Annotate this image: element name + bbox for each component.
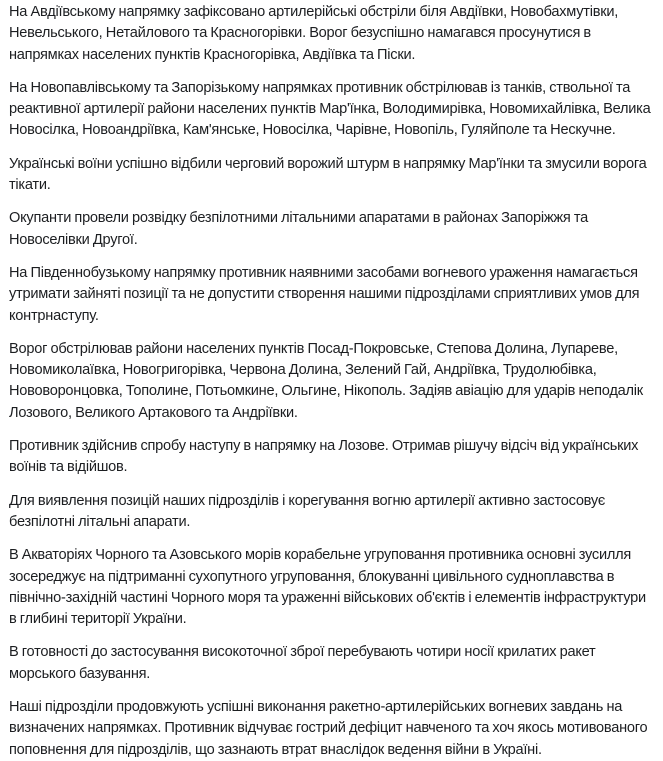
paragraph-pivdennobuzkyi: На Південнобузькому напрямку противник наявними засобами вогневого ураження намагається утримати зайняті позиції та не допустити створення нашими підрозділами сприятливих умов для контрнаступу. xyxy=(9,264,640,324)
paragraph-avdiivka: На Авдіївському напрямку зафіксовано артилерійські обстріли біля Авдіївки, Новобахмутівки, Невельського, Нетайлового та Красногорівки. Ворог безуспішно намагався просунутися в напрямках населених пунктів Красногорівка, Авдіївка та Піски. xyxy=(9,4,619,63)
paragraph-drone-recon: Окупанти провели розвідку безпілотними літальними апаратами в районах Запоріжжя та Новоселівки Другої. xyxy=(9,210,589,248)
paragraph-black-azov-sea: В Акваторіях Чорного та Азовського морів корабельне угруповання противника основні зусилля зосереджує на підтриманні сухопутного угруповання, блокуванні цивільного судноплавства в північно-західній частині Чорного моря та ураженні військових об'єктів і елементів інфраструктури в глибині території України. xyxy=(9,547,646,628)
paragraph-cruise-missiles: В готовності до застосування високоточної зброї перебувають чотири носії крилатих ракет морського базування. xyxy=(9,644,596,682)
paragraph-marinka-assault: Українські воїни успішно відбили черговий ворожий штурм в напрямку Мар'їнки та змусили ворога тікати. xyxy=(9,155,647,194)
paragraph-lozove-attempt: Противник здійснив спробу наступу в напрямку на Лозове. Отримав рішучу відсіч від українських воїнів та відійшов. xyxy=(9,438,639,476)
paragraph-our-units: Наші підрозділи продовжують успішні виконання ракетно-артилерійських вогневих завдань на визначених напрямках. Противник відчуває гострий дефіцит навченого та хоч якось мотивованого поповнення для підрозділів, що зазнають втрат внаслідок ведення війни в Україні. xyxy=(9,699,648,758)
paragraph-shelling-settlements: Ворог обстрілював райони населених пунктів Посад-Покровське, Степова Долина, Лупареве, Новомиколаївка, Новогригорівка, Червона Долина, Зелений Гай, Андріївка, Трудолюбівка, Нововоронцовка, Тополине, Потьомкине, Ольгине, Нікополь. Задіяв авіацію для ударів неподалік Лозового, Великого Артакового та Андріївки. xyxy=(9,340,643,421)
paragraph-uav-artillery: Для виявлення позицій наших підрозділів і корегування вогню артилерії активно застосовує безпілотні літальні апарати. xyxy=(9,492,606,530)
paragraph-novopavlivka-zaporizhzhia: На Новопавлівському та Запорізькому напрямках противник обстрілював із танків, ствольної та реактивної артилерії райони населених пунктів Мар'їнка, Володимирівка, Новомихайлівка, Велика Новосілка, Новоандріївка, Кам'янське, Новосілка, Чарівне, Новопіль, Гуляйполе та Нескучне. xyxy=(9,79,651,139)
